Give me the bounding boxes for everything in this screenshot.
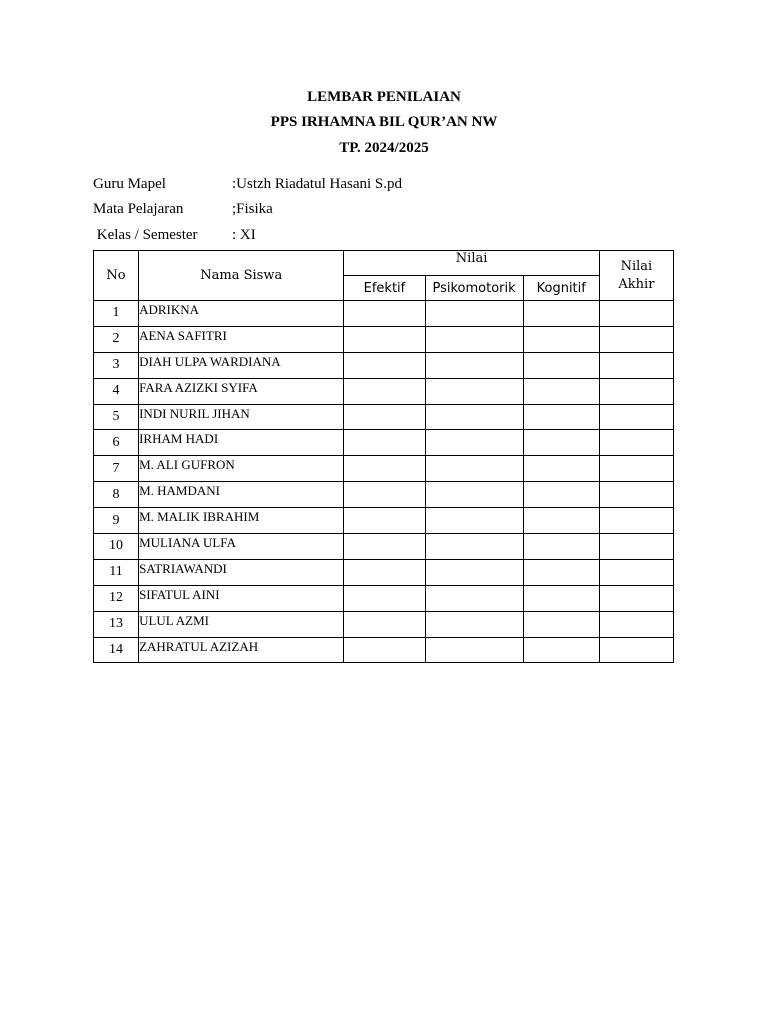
table-row	[94, 456, 674, 482]
cell-nama: IRHAM HADI	[139, 430, 344, 456]
header-nilai: Nilai	[344, 251, 599, 276]
table-row	[94, 611, 674, 637]
cell-efektif	[344, 482, 425, 508]
cell-nama: INDI NURIL JIHAN	[139, 404, 344, 430]
cell-no: 13	[94, 611, 139, 637]
cell-nilai-akhir	[599, 637, 673, 663]
table-row	[94, 534, 674, 560]
cell-nama: SATRIAWANDI	[139, 559, 344, 585]
header-no: No	[94, 251, 139, 301]
cell-kognitif	[523, 559, 599, 585]
mapel-value: ;Fisika	[232, 201, 273, 217]
table-row	[94, 637, 674, 663]
cell-psikomotorik	[425, 456, 523, 482]
cell-kognitif	[523, 378, 599, 404]
cell-kognitif	[523, 508, 599, 534]
cell-nilai-akhir	[599, 559, 673, 585]
academic-year: TP. 2024/2025	[339, 140, 429, 156]
header-kognitif: Kognitif	[523, 276, 599, 301]
cell-efektif	[344, 456, 425, 482]
cell-no: 14	[94, 637, 139, 663]
cell-nama: MULIANA ULFA	[139, 534, 344, 560]
header-nama-siswa: Nama Siswa	[139, 251, 344, 301]
table-row	[94, 326, 674, 352]
guru-value: :Ustzh Riadatul Hasani S.pd	[232, 176, 402, 192]
cell-nilai-akhir	[599, 534, 673, 560]
table-row	[94, 352, 674, 378]
table-row	[94, 559, 674, 585]
table-row	[94, 482, 674, 508]
cell-nama: M. HAMDANI	[139, 482, 344, 508]
cell-nama: AENA SAFITRI	[139, 326, 344, 352]
cell-kognitif	[523, 404, 599, 430]
cell-nilai-akhir	[599, 352, 673, 378]
cell-kognitif	[523, 430, 599, 456]
cell-nilai-akhir	[599, 585, 673, 611]
cell-psikomotorik	[425, 301, 523, 327]
table-row	[94, 585, 674, 611]
cell-nilai-akhir	[599, 508, 673, 534]
cell-nilai-akhir	[599, 301, 673, 327]
cell-efektif	[344, 611, 425, 637]
cell-nama: ULUL AZMI	[139, 611, 344, 637]
cell-kognitif	[523, 637, 599, 663]
cell-efektif	[344, 326, 425, 352]
cell-nilai-akhir	[599, 611, 673, 637]
cell-nama: M. ALI GUFRON	[139, 456, 344, 482]
cell-no: 6	[94, 430, 139, 456]
cell-psikomotorik	[425, 585, 523, 611]
cell-no: 1	[94, 301, 139, 327]
cell-nama: DIAH ULPA WARDIANA	[139, 352, 344, 378]
cell-efektif	[344, 585, 425, 611]
kelas-value: : XI	[232, 227, 256, 243]
cell-nama: ZAHRATUL AZIZAH	[139, 637, 344, 663]
cell-efektif	[344, 378, 425, 404]
cell-nama: SIFATUL AINI	[139, 585, 344, 611]
guru-label: Guru Mapel	[93, 176, 166, 192]
cell-no: 2	[94, 326, 139, 352]
cell-efektif	[344, 301, 425, 327]
cell-nilai-akhir	[599, 378, 673, 404]
cell-kognitif	[523, 352, 599, 378]
cell-efektif	[344, 559, 425, 585]
cell-efektif	[344, 430, 425, 456]
header-nilai-akhir-line1: Nilai	[620, 258, 653, 274]
cell-kognitif	[523, 611, 599, 637]
cell-kognitif	[523, 534, 599, 560]
cell-efektif	[344, 637, 425, 663]
cell-nilai-akhir	[599, 456, 673, 482]
cell-psikomotorik	[425, 430, 523, 456]
cell-no: 10	[94, 534, 139, 560]
header-nilai-akhir	[599, 251, 673, 301]
cell-no: 5	[94, 404, 139, 430]
cell-no: 7	[94, 456, 139, 482]
cell-nilai-akhir	[599, 430, 673, 456]
cell-efektif	[344, 404, 425, 430]
mapel-label: Mata Pelajaran	[93, 201, 184, 217]
cell-nilai-akhir	[599, 326, 673, 352]
cell-no: 12	[94, 585, 139, 611]
table-row	[94, 404, 674, 430]
cell-nama: M. MALIK IBRAHIM	[139, 508, 344, 534]
cell-kognitif	[523, 326, 599, 352]
cell-psikomotorik	[425, 611, 523, 637]
cell-nama: ADRIKNA	[139, 301, 344, 327]
cell-no: 3	[94, 352, 139, 378]
cell-psikomotorik	[425, 326, 523, 352]
cell-no: 11	[94, 559, 139, 585]
cell-no: 4	[94, 378, 139, 404]
cell-efektif	[344, 534, 425, 560]
table-row	[94, 430, 674, 456]
cell-kognitif	[523, 456, 599, 482]
cell-efektif	[344, 352, 425, 378]
cell-efektif	[344, 508, 425, 534]
cell-no: 8	[94, 482, 139, 508]
cell-nilai-akhir	[599, 482, 673, 508]
header-efektif: Efektif	[344, 276, 425, 301]
cell-psikomotorik	[425, 378, 523, 404]
cell-no: 9	[94, 508, 139, 534]
header-psikomotorik: Psikomotorik	[425, 276, 523, 301]
cell-nilai-akhir	[599, 404, 673, 430]
cell-psikomotorik	[425, 482, 523, 508]
table-row	[94, 508, 674, 534]
document-title: LEMBAR PENILAIAN	[307, 89, 461, 105]
cell-psikomotorik	[425, 508, 523, 534]
cell-nama: FARA AZIZKI SYIFA	[139, 378, 344, 404]
cell-psikomotorik	[425, 534, 523, 560]
cell-kognitif	[523, 482, 599, 508]
table-row	[94, 378, 674, 404]
grade-table	[93, 250, 674, 663]
cell-psikomotorik	[425, 637, 523, 663]
kelas-label: Kelas / Semester	[93, 227, 198, 243]
table-row	[94, 301, 674, 327]
school-name: PPS IRHAMNA BIL QUR’AN NW	[270, 114, 498, 130]
cell-psikomotorik	[425, 352, 523, 378]
cell-kognitif	[523, 301, 599, 327]
cell-psikomotorik	[425, 559, 523, 585]
cell-psikomotorik	[425, 404, 523, 430]
header-nilai-akhir-line2: Akhir	[618, 276, 655, 292]
cell-kognitif	[523, 585, 599, 611]
